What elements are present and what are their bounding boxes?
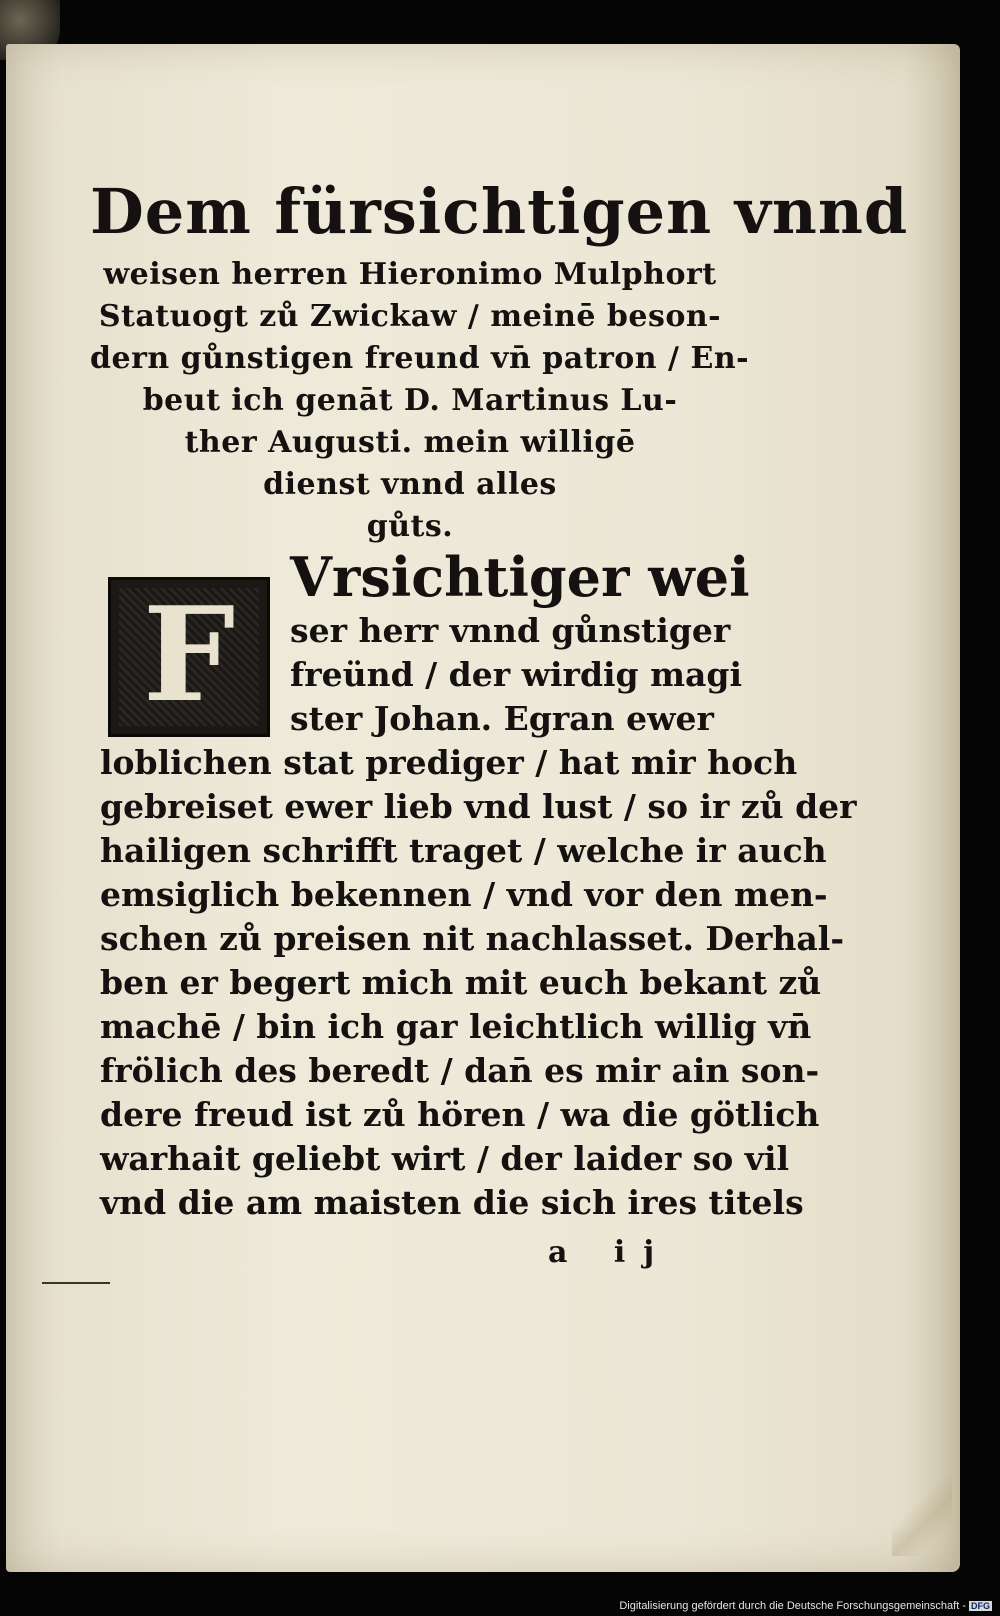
- heading-line: Statuogt zů Zwickaw / meinē beson-: [98, 299, 722, 334]
- heading-line: weisen herren Hieronimo Mulphort: [103, 257, 717, 292]
- heading-line: ther Augusti. mein willigē: [184, 425, 636, 460]
- body-line: vnd die am maisten die sich ires titels: [100, 1183, 804, 1222]
- heading-line: dienst vnnd alles: [263, 467, 557, 502]
- body-line: emsiglich bekennen / vnd vor den men-: [100, 875, 828, 914]
- footer-text: Digitalisierung gefördert durch die Deutsche Forschungsgemeinschaft -: [619, 1600, 966, 1612]
- heading-line: dern gůnstigen freund vn̄ patron / En-: [90, 341, 750, 376]
- signature-mark: a ij: [548, 1235, 673, 1270]
- body-line: machē / bin ich gar leichtlich willig vn̄: [100, 1007, 812, 1046]
- body-line: dere freud ist zů hören / wa die götlich: [100, 1095, 820, 1134]
- body-line: schen zů preisen nit nachlasset. Derhal-: [100, 919, 845, 958]
- dfg-logo: DFG: [971, 1601, 990, 1611]
- margin-pencil-mark: [42, 1282, 110, 1284]
- dedication-heading: [90, 170, 909, 548]
- body-line: hailigen schrifft traget / welche ir auch: [100, 831, 827, 870]
- body-indented-line: ser herr vnnd gůnstiger: [290, 611, 731, 650]
- body-line: loblichen stat prediger / hat mir hoch: [100, 743, 798, 782]
- decorated-initial: [108, 577, 270, 737]
- initial-letter: F: [142, 578, 236, 731]
- body-line: gebreiset ewer lieb vnd lust / so ir zů der: [100, 787, 857, 826]
- heading-title: Dem fürsichtigen vnnd: [90, 175, 909, 248]
- body-line: frölich des beredt / dan̄ es mir ain son-: [100, 1051, 820, 1090]
- body-line: warhait geliebt wirt / der laider so vil: [100, 1139, 790, 1178]
- body-first-line: Vrsichtiger wei: [290, 545, 750, 609]
- body-line: ben er begert mich mit euch bekant zů: [100, 963, 822, 1002]
- digitization-credit: [619, 1600, 992, 1612]
- body-indented-line: freünd / der wirdig magi: [290, 655, 743, 694]
- heading-line: gůts.: [366, 509, 454, 544]
- body-indented-line: ster Johan. Egran ewer: [290, 699, 714, 738]
- page-corner-wear: [892, 1466, 952, 1556]
- heading-line: beut ich genāt D. Martinus Lu-: [142, 383, 678, 418]
